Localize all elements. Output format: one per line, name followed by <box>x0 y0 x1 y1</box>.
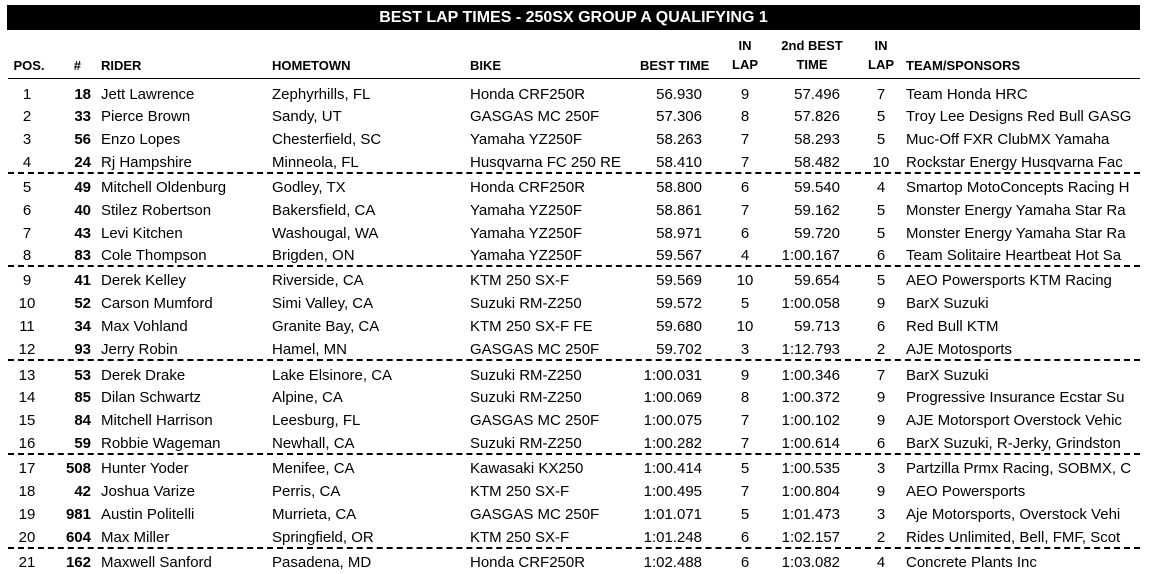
position-cell: 7 <box>22 225 32 242</box>
rider-name-cell: Rj Hampshire <box>101 154 192 171</box>
second-best-time-cell: 1:12.793 <box>781 341 840 358</box>
rider-name-cell: Derek Kelley <box>101 272 187 289</box>
bike-cell: Suzuki RM-Z250 <box>470 435 582 452</box>
second-best-time-cell: 1:00.167 <box>781 247 840 264</box>
team-sponsors-cell: Team Solitaire Heartbeat Hot Sa <box>906 247 1122 264</box>
table-row <box>0 432 1150 455</box>
rider-number-cell: 59 <box>74 435 91 452</box>
second-in-lap-cell: 5 <box>876 272 886 289</box>
header-in-lap2-bottom: LAP <box>868 57 894 72</box>
in-lap-cell: 4 <box>740 247 750 264</box>
position-cell: 8 <box>22 247 32 264</box>
best-time-cell: 58.971 <box>656 225 702 242</box>
best-time-cell: 58.410 <box>656 154 702 171</box>
rider-name-cell: Jerry Robin <box>101 341 178 358</box>
hometown-cell: Menifee, CA <box>272 460 355 477</box>
header-in-lap2-top: IN <box>874 38 888 53</box>
second-in-lap-cell: 3 <box>876 460 886 477</box>
team-sponsors-cell: Concrete Plants Inc <box>906 554 1037 571</box>
in-lap-cell: 7 <box>740 202 750 219</box>
rider-number-cell: 34 <box>74 318 91 335</box>
position-cell: 4 <box>22 154 32 171</box>
second-best-time-cell: 1:00.804 <box>781 483 840 500</box>
rider-number-cell: 24 <box>74 154 91 171</box>
bike-cell: KTM 250 SX-F <box>470 483 570 500</box>
position-cell: 5 <box>22 179 32 196</box>
second-best-time-cell: 57.826 <box>794 108 840 125</box>
in-lap-cell: 9 <box>740 367 750 384</box>
second-in-lap-cell: 7 <box>876 86 886 103</box>
position-cell: 19 <box>18 506 36 523</box>
rider-name-cell: Stilez Robertson <box>101 202 212 219</box>
second-best-time-cell: 1:00.535 <box>781 460 840 477</box>
table-row <box>0 105 1150 128</box>
second-in-lap-cell: 7 <box>876 367 886 384</box>
team-sponsors-cell: Aje Motorsports, Overstock Vehi <box>906 506 1121 523</box>
table-row <box>0 176 1150 199</box>
best-time-cell: 1:01.071 <box>643 506 702 523</box>
second-in-lap-cell: 5 <box>876 131 886 148</box>
hometown-cell: Chesterfield, SC <box>272 131 382 148</box>
in-lap-cell: 10 <box>736 272 754 289</box>
rider-name-cell: Mitchell Harrison <box>101 412 213 429</box>
second-in-lap-cell: 9 <box>876 295 886 312</box>
hometown-cell: Murrieta, CA <box>272 506 357 523</box>
second-best-time-cell: 1:00.614 <box>781 435 840 452</box>
hometown-cell: Lake Elsinore, CA <box>272 367 393 384</box>
team-sponsors-cell: Partzilla Prmx Racing, SOBMX, C <box>906 460 1132 477</box>
rider-number-cell: 18 <box>74 86 91 103</box>
rider-name-cell: Max Vohland <box>101 318 188 335</box>
best-time-cell: 1:00.495 <box>643 483 702 500</box>
second-in-lap-cell: 10 <box>872 154 890 171</box>
bike-cell: GASGAS MC 250F <box>470 108 600 125</box>
rider-number-cell: 42 <box>74 483 91 500</box>
position-cell: 11 <box>19 318 35 335</box>
rider-number-cell: 40 <box>74 202 91 219</box>
table-row <box>0 315 1150 338</box>
rider-name-cell: Austin Politelli <box>101 506 195 523</box>
team-sponsors-cell: Rides Unlimited, Bell, FMF, Scot <box>906 529 1121 546</box>
table-row <box>0 386 1150 409</box>
rider-number-cell: 85 <box>74 389 91 406</box>
in-lap-cell: 7 <box>740 412 750 429</box>
header-number: # <box>73 58 81 73</box>
second-in-lap-cell: 2 <box>876 341 886 358</box>
rider-name-cell: Cole Thompson <box>101 247 207 264</box>
rider-name-cell: Derek Drake <box>101 367 186 384</box>
rider-name-cell: Maxwell Sanford <box>101 554 212 571</box>
rider-number-cell: 604 <box>65 529 91 546</box>
header-second-best-top: 2nd BEST <box>781 38 843 53</box>
hometown-cell: Simi Valley, CA <box>272 295 374 312</box>
header-divider <box>8 78 1140 79</box>
group-divider <box>8 547 1140 549</box>
table-row <box>0 199 1150 222</box>
bike-cell: GASGAS MC 250F <box>470 506 600 523</box>
bike-cell: Suzuki RM-Z250 <box>470 367 582 384</box>
position-cell: 2 <box>22 108 32 125</box>
rider-number-cell: 84 <box>74 412 91 429</box>
team-sponsors-cell: AEO Powersports KTM Racing <box>906 272 1112 289</box>
position-cell: 3 <box>22 131 32 148</box>
team-sponsors-cell: BarX Suzuki <box>906 367 989 384</box>
hometown-cell: Minneola, FL <box>272 154 359 171</box>
best-time-cell: 1:00.031 <box>643 367 702 384</box>
table-row <box>0 409 1150 432</box>
hometown-cell: Hamel, MN <box>272 341 348 358</box>
table-row <box>0 364 1150 387</box>
in-lap-cell: 6 <box>740 179 750 196</box>
best-time-cell: 57.306 <box>656 108 702 125</box>
table-row <box>0 480 1150 503</box>
team-sponsors-cell: Progressive Insurance Ecstar Su <box>906 389 1125 406</box>
second-best-time-cell: 1:03.082 <box>781 554 840 571</box>
position-cell: 21 <box>18 554 36 571</box>
bike-cell: Honda CRF250R <box>470 554 586 571</box>
team-sponsors-cell: Monster Energy Yamaha Star Ra <box>906 202 1126 219</box>
second-best-time-cell: 1:00.102 <box>781 412 840 429</box>
hometown-cell: Granite Bay, CA <box>272 318 380 335</box>
team-sponsors-cell: AJE Motorsport Overstock Vehic <box>906 412 1122 429</box>
table-row <box>0 457 1150 480</box>
team-sponsors-cell: Team Honda HRC <box>906 86 1028 103</box>
rider-name-cell: Mitchell Oldenburg <box>101 179 227 196</box>
best-time-cell: 1:02.488 <box>643 554 702 571</box>
second-in-lap-cell: 9 <box>876 412 886 429</box>
table-row <box>0 269 1150 292</box>
best-time-cell: 58.861 <box>656 202 702 219</box>
rider-name-cell: Joshua Varize <box>101 483 195 500</box>
in-lap-cell: 7 <box>740 131 750 148</box>
team-sponsors-cell: Smartop MotoConcepts Racing H <box>906 179 1130 196</box>
position-cell: 10 <box>18 295 36 312</box>
hometown-cell: Riverside, CA <box>272 272 364 289</box>
best-time-cell: 1:00.414 <box>643 460 702 477</box>
position-cell: 16 <box>18 435 36 452</box>
rider-number-cell: 508 <box>65 460 91 477</box>
rider-number-cell: 56 <box>74 131 91 148</box>
rider-name-cell: Dilan Schwartz <box>101 389 202 406</box>
header-rider: RIDER <box>101 58 142 73</box>
rider-name-cell: Carson Mumford <box>101 295 213 312</box>
rider-name-cell: Pierce Brown <box>101 108 191 125</box>
in-lap-cell: 8 <box>740 108 750 125</box>
rider-number-cell: 162 <box>65 554 91 571</box>
second-best-time-cell: 58.293 <box>794 131 840 148</box>
team-sponsors-cell: Troy Lee Designs Red Bull GASG <box>906 108 1132 125</box>
hometown-cell: Sandy, UT <box>272 108 342 125</box>
in-lap-cell: 7 <box>740 435 750 452</box>
in-lap-cell: 10 <box>736 318 754 335</box>
hometown-cell: Godley, TX <box>272 179 346 196</box>
team-sponsors-cell: BarX Suzuki <box>906 295 989 312</box>
table-row <box>0 292 1150 315</box>
bike-cell: GASGAS MC 250F <box>470 412 600 429</box>
second-best-time-cell: 59.713 <box>794 318 840 335</box>
rider-name-cell: Max Miller <box>101 529 170 546</box>
table-row <box>0 83 1150 106</box>
header-team: TEAM/SPONSORS <box>906 58 1021 73</box>
second-in-lap-cell: 5 <box>876 108 886 125</box>
rider-number-cell: 43 <box>74 225 91 242</box>
table-row <box>0 503 1150 526</box>
in-lap-cell: 7 <box>740 483 750 500</box>
second-best-time-cell: 58.482 <box>794 154 840 171</box>
in-lap-cell: 3 <box>740 341 750 358</box>
bike-cell: Suzuki RM-Z250 <box>470 295 582 312</box>
second-best-time-cell: 59.162 <box>794 202 840 219</box>
bike-cell: KTM 250 SX-F FE <box>470 318 593 335</box>
in-lap-cell: 5 <box>740 460 750 477</box>
group-divider <box>8 172 1140 174</box>
bike-cell: Suzuki RM-Z250 <box>470 389 582 406</box>
best-time-cell: 59.680 <box>656 318 702 335</box>
in-lap-cell: 6 <box>740 529 750 546</box>
rider-number-cell: 83 <box>74 247 91 264</box>
in-lap-cell: 5 <box>740 295 750 312</box>
bike-cell: Husqvarna FC 250 RE <box>470 154 621 171</box>
table-row <box>0 222 1150 245</box>
in-lap-cell: 6 <box>740 554 750 571</box>
second-best-time-cell: 59.654 <box>794 272 840 289</box>
hometown-cell: Newhall, CA <box>272 435 355 452</box>
rider-number-cell: 41 <box>74 272 91 289</box>
header-second-best-bottom: TIME <box>796 57 828 72</box>
bike-cell: Kawasaki KX250 <box>470 460 584 477</box>
second-best-time-cell: 59.540 <box>794 179 840 196</box>
position-cell: 18 <box>18 483 36 500</box>
bike-cell: Honda CRF250R <box>470 86 586 103</box>
second-in-lap-cell: 2 <box>876 529 886 546</box>
bike-cell: KTM 250 SX-F <box>470 529 570 546</box>
in-lap-cell: 8 <box>740 389 750 406</box>
rider-name-cell: Hunter Yoder <box>101 460 189 477</box>
rider-number-cell: 981 <box>65 506 91 523</box>
in-lap-cell: 5 <box>740 506 750 523</box>
best-time-cell: 59.572 <box>656 295 702 312</box>
best-time-cell: 59.569 <box>656 272 702 289</box>
hometown-cell: Pasadena, MD <box>272 554 372 571</box>
position-cell: 1 <box>22 86 32 103</box>
team-sponsors-cell: BarX Suzuki, R-Jerky, Grindston <box>906 435 1121 452</box>
second-in-lap-cell: 5 <box>876 225 886 242</box>
second-in-lap-cell: 9 <box>876 483 886 500</box>
hometown-cell: Springfield, OR <box>272 529 374 546</box>
best-time-cell: 59.567 <box>656 247 702 264</box>
rider-name-cell: Jett Lawrence <box>101 86 195 103</box>
hometown-cell: Perris, CA <box>272 483 341 500</box>
group-divider <box>8 359 1140 361</box>
rider-number-cell: 49 <box>74 179 91 196</box>
best-time-cell: 1:00.069 <box>643 389 702 406</box>
second-best-time-cell: 1:01.473 <box>781 506 840 523</box>
team-sponsors-cell: Muc-Off FXR ClubMX Yamaha <box>906 131 1110 148</box>
rider-number-cell: 53 <box>74 367 91 384</box>
position-cell: 14 <box>18 389 36 406</box>
best-time-cell: 1:00.075 <box>643 412 702 429</box>
group-divider <box>8 265 1140 267</box>
rider-name-cell: Levi Kitchen <box>101 225 183 242</box>
best-time-cell: 56.930 <box>656 86 702 103</box>
table-row <box>0 244 1150 267</box>
position-cell: 17 <box>18 460 36 477</box>
hometown-cell: Washougal, WA <box>272 225 379 242</box>
position-cell: 9 <box>22 272 32 289</box>
page-title: BEST LAP TIMES - 250SX GROUP A QUALIFYING 1 <box>7 5 1140 30</box>
team-sponsors-cell: Monster Energy Yamaha Star Ra <box>906 225 1126 242</box>
bike-cell: KTM 250 SX-F <box>470 272 570 289</box>
hometown-cell: Leesburg, FL <box>272 412 361 429</box>
table-row <box>0 338 1150 361</box>
hometown-cell: Brigden, ON <box>272 247 355 264</box>
second-best-time-cell: 1:00.372 <box>781 389 840 406</box>
rider-number-cell: 52 <box>74 295 91 312</box>
second-in-lap-cell: 6 <box>876 435 886 452</box>
bike-cell: Yamaha YZ250F <box>470 131 583 148</box>
in-lap-cell: 9 <box>740 86 750 103</box>
table-row <box>0 151 1150 174</box>
in-lap-cell: 7 <box>740 154 750 171</box>
position-cell: 6 <box>22 202 32 219</box>
position-cell: 13 <box>18 367 36 384</box>
bike-cell: GASGAS MC 250F <box>470 341 600 358</box>
second-best-time-cell: 59.720 <box>794 225 840 242</box>
second-in-lap-cell: 6 <box>876 318 886 335</box>
second-best-time-cell: 1:00.058 <box>781 295 840 312</box>
header-bike: BIKE <box>470 58 502 73</box>
rider-name-cell: Robbie Wageman <box>101 435 221 452</box>
rider-name-cell: Enzo Lopes <box>101 131 181 148</box>
team-sponsors-cell: AJE Motosports <box>906 341 1012 358</box>
best-time-cell: 58.263 <box>656 131 702 148</box>
bike-cell: Yamaha YZ250F <box>470 225 583 242</box>
position-cell: 12 <box>18 341 36 358</box>
best-time-cell: 58.800 <box>656 179 702 196</box>
table-row <box>0 526 1150 549</box>
in-lap-cell: 6 <box>740 225 750 242</box>
team-sponsors-cell: AEO Powersports <box>906 483 1026 500</box>
team-sponsors-cell: Red Bull KTM <box>906 318 999 335</box>
table-row <box>0 128 1150 151</box>
second-in-lap-cell: 6 <box>876 247 886 264</box>
bike-cell: Yamaha YZ250F <box>470 202 583 219</box>
header-pos: POS. <box>13 58 45 73</box>
second-in-lap-cell: 9 <box>876 389 886 406</box>
header-hometown: HOMETOWN <box>272 58 351 73</box>
second-in-lap-cell: 5 <box>876 202 886 219</box>
rider-number-cell: 33 <box>74 108 91 125</box>
header-in-lap-bottom: LAP <box>732 57 758 72</box>
second-best-time-cell: 1:00.346 <box>781 367 840 384</box>
group-divider <box>8 453 1140 455</box>
position-cell: 20 <box>18 529 36 546</box>
best-time-cell: 1:00.282 <box>643 435 702 452</box>
second-best-time-cell: 1:02.157 <box>781 529 840 546</box>
header-best-time: BEST TIME <box>640 58 710 73</box>
hometown-cell: Bakersfield, CA <box>272 202 376 219</box>
rider-number-cell: 93 <box>74 341 91 358</box>
bike-cell: Honda CRF250R <box>470 179 586 196</box>
second-in-lap-cell: 4 <box>876 554 886 571</box>
second-in-lap-cell: 4 <box>876 179 886 196</box>
hometown-cell: Zephyrhills, FL <box>272 86 371 103</box>
best-time-cell: 1:01.248 <box>643 529 702 546</box>
position-cell: 15 <box>18 412 36 429</box>
best-time-cell: 59.702 <box>656 341 702 358</box>
second-best-time-cell: 57.496 <box>794 86 840 103</box>
hometown-cell: Alpine, CA <box>272 389 343 406</box>
second-in-lap-cell: 3 <box>876 506 886 523</box>
bike-cell: Yamaha YZ250F <box>470 247 583 264</box>
team-sponsors-cell: Rockstar Energy Husqvarna Fac <box>906 154 1123 171</box>
header-in-lap-top: IN <box>738 38 752 53</box>
